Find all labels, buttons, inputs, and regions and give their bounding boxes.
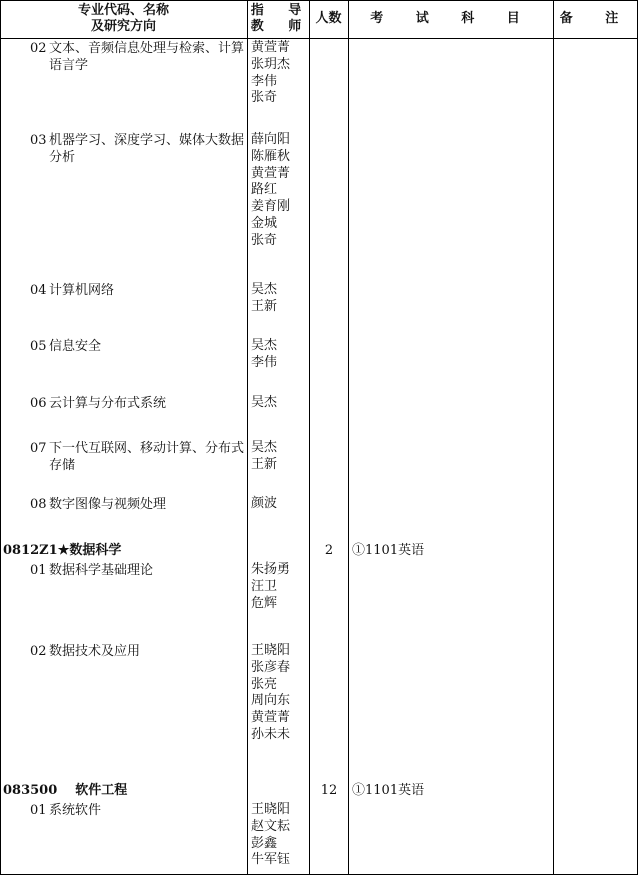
header-major-direction: [0, 3, 247, 35]
column-divider-4: [553, 0, 554, 875]
tutor-name: 王晓阳: [251, 802, 291, 817]
tutor-name: 孙未未: [251, 726, 291, 742]
direction-name: 云计算与分布式系统: [49, 396, 167, 411]
header-tutors-line1: 指 导: [250, 3, 312, 18]
tutor-list: [251, 40, 309, 107]
column-divider-1: [247, 0, 248, 875]
tutor-list: [251, 338, 309, 372]
tutor-name: 吴杰: [251, 440, 278, 455]
direction-name: 系统软件: [49, 803, 102, 818]
tutor-name: 张亮: [251, 676, 278, 692]
tutor-name: 张玥杰: [251, 56, 291, 72]
direction-row: [30, 562, 245, 579]
column-divider-3: [348, 0, 349, 875]
tutor-name: 路红: [251, 182, 278, 198]
header-major-line2: 及研究方向: [90, 19, 156, 34]
header-tutors-line2: 教 师: [250, 19, 312, 34]
direction-row: [30, 282, 245, 299]
tutor-name: 汪卫: [251, 578, 278, 594]
tutor-name: 黄萱菁: [251, 165, 291, 181]
direction-row: [30, 802, 245, 819]
direction-name: 文本、音频信息处理与检索、计算语言学: [49, 41, 245, 73]
direction-row: [30, 643, 245, 660]
tutor-name: 张奇: [251, 90, 278, 106]
tutor-name: 薛向阳: [251, 132, 291, 147]
tutor-list: [251, 496, 309, 513]
direction-code: 01: [30, 803, 47, 818]
direction-row: [30, 440, 245, 474]
tutor-name: 颜波: [251, 496, 278, 511]
direction-code: 01: [30, 563, 47, 578]
direction-row: [30, 496, 245, 513]
tutor-name: 黄萱菁: [251, 40, 291, 55]
direction-code: 03: [30, 133, 47, 148]
direction-name: 下一代互联网、移动计算、分布式存储: [49, 441, 245, 473]
tutor-name: 彭鑫: [251, 835, 278, 851]
direction-row: [30, 395, 245, 412]
header-count: 人数: [315, 11, 342, 26]
tutor-name: 陈雁秋: [251, 148, 291, 164]
tutor-name: 金城: [251, 215, 278, 231]
header-divider: [0, 38, 638, 39]
tutor-name: 赵文耘: [251, 818, 291, 834]
tutor-name: 朱扬勇: [251, 562, 291, 577]
exam-subject: ①1101英语: [352, 783, 425, 798]
tutor-name: 牛军钰: [251, 852, 291, 868]
enrollment-count: 12: [320, 783, 338, 798]
header-tutors: [250, 3, 312, 35]
tutor-name: 王晓阳: [251, 643, 291, 658]
tutor-name: 张彦春: [251, 659, 291, 675]
tutor-name: 吴杰: [251, 395, 278, 410]
direction-row: [30, 338, 245, 355]
tutor-list: [251, 802, 309, 869]
direction-name: 数据科学基础理论: [49, 563, 154, 578]
tutor-name: 黄萱菁: [251, 710, 291, 726]
major-title: [3, 782, 127, 799]
direction-name: 计算机网络: [49, 283, 115, 298]
header-major-line1: 专业代码、名称: [77, 3, 169, 18]
enrollment-count: 2: [324, 543, 334, 558]
direction-name: 机器学习、深度学习、媒体大数据分析: [49, 133, 245, 165]
direction-name: 数字图像与视频处理: [49, 497, 167, 512]
direction-code: 06: [30, 396, 47, 411]
tutor-name: 吴杰: [251, 282, 278, 297]
tutor-name: 李伟: [251, 73, 278, 89]
direction-row: [30, 132, 245, 166]
direction-code: 07: [30, 441, 47, 456]
direction-row: [30, 40, 245, 74]
direction-code: 04: [30, 283, 47, 298]
header-remarks: 备 注: [559, 11, 633, 26]
tutor-list: [251, 282, 309, 316]
tutor-name: 王新: [251, 456, 278, 472]
direction-code: 02: [30, 644, 47, 659]
tutor-list: [251, 440, 309, 474]
major-name: ★数据科学: [57, 543, 122, 558]
tutor-list: [251, 643, 309, 744]
tutor-name: 王新: [251, 298, 278, 314]
tutor-name: 吴杰: [251, 338, 278, 353]
major-code: 083500: [3, 783, 58, 798]
exam-subject: ①1101英语: [352, 543, 425, 558]
direction-code: 05: [30, 339, 47, 354]
direction-name: 信息安全: [49, 339, 102, 354]
column-divider-2: [309, 0, 310, 875]
tutor-name: 张奇: [251, 232, 278, 248]
tutor-name: 李伟: [251, 354, 278, 370]
tutor-list: [251, 395, 309, 412]
header-exam-subjects: 考 试 科 目: [370, 11, 534, 26]
tutor-list: [251, 562, 309, 612]
tutor-name: 危辉: [251, 595, 278, 611]
table-border-top: [0, 0, 638, 1]
tutor-name: 姜育刚: [251, 199, 291, 215]
direction-code: 08: [30, 497, 47, 512]
direction-name: 数据技术及应用: [49, 644, 141, 659]
major-code: 0812Z1: [3, 543, 58, 558]
tutor-list: [251, 132, 309, 250]
direction-code: 02: [30, 41, 47, 56]
table-border-left: [0, 0, 1, 875]
tutor-name: 周向东: [251, 693, 291, 709]
major-name: 软件工程: [75, 783, 128, 798]
major-title: [3, 542, 121, 559]
